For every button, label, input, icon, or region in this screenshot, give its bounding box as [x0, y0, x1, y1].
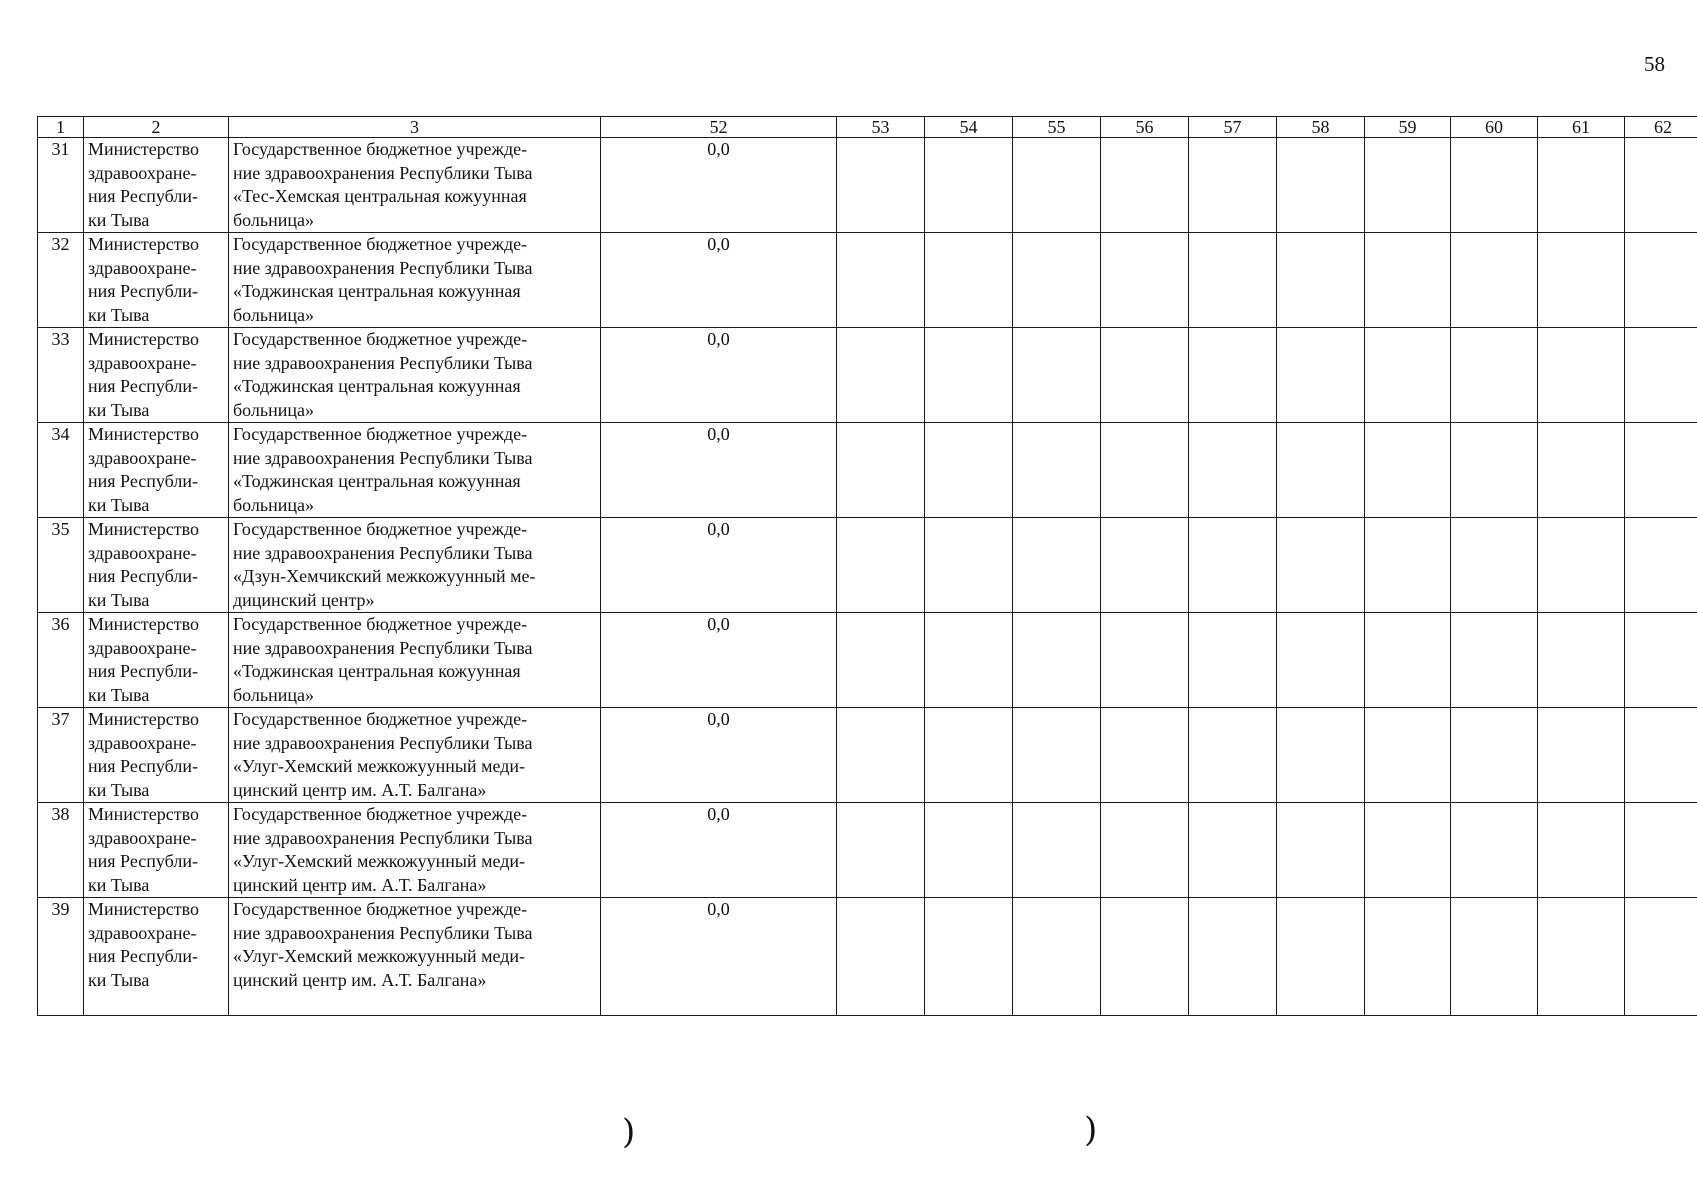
empty-cell	[1189, 233, 1277, 328]
empty-cell	[1451, 233, 1538, 328]
empty-cell	[1101, 613, 1189, 708]
empty-cell	[1277, 803, 1365, 898]
ministry-line: ния Республи-	[88, 566, 198, 586]
institution-line: «Тоджинская центральная кожуунная	[233, 281, 521, 301]
column-header: 62	[1625, 117, 1697, 138]
empty-cell	[1013, 898, 1101, 1016]
institution-line: «Улуг-Хемский межкожуунный меди-	[233, 946, 526, 966]
institution-line: Государственное бюджетное учрежде-	[233, 709, 528, 729]
table-row	[38, 138, 1697, 233]
column-header: 61	[1538, 117, 1625, 138]
table-row	[38, 233, 1697, 328]
value-cell: 0,0	[601, 898, 837, 1016]
value-cell: 0,0	[601, 613, 837, 708]
empty-cell	[1277, 423, 1365, 518]
table-row	[38, 613, 1697, 708]
ministry-line: Министерство	[88, 899, 199, 919]
empty-cell	[1013, 233, 1101, 328]
column-header: 58	[1277, 117, 1365, 138]
ministry-line: ния Республи-	[88, 851, 198, 871]
empty-cell	[1101, 138, 1189, 233]
ministry-line: Министерство	[88, 329, 199, 349]
institution-line: Государственное бюджетное учрежде-	[233, 519, 528, 539]
ministry-line: Министерство	[88, 709, 199, 729]
value-cell: 0,0	[601, 518, 837, 613]
ministry-line: ки Тыва	[88, 494, 150, 515]
empty-cell	[1189, 328, 1277, 423]
empty-cell	[1013, 803, 1101, 898]
institution-cell	[229, 328, 601, 423]
ministry-line: здравоохране-	[88, 637, 197, 658]
header-row	[38, 117, 1697, 138]
empty-cell	[1277, 138, 1365, 233]
empty-cell	[1538, 518, 1625, 613]
empty-cell	[1365, 328, 1451, 423]
column-header: 55	[1013, 117, 1101, 138]
empty-cell	[1365, 708, 1451, 803]
ministry-line: ки Тыва	[88, 399, 150, 420]
ministry-line: Министерство	[88, 804, 199, 824]
ministry-cell	[84, 423, 229, 518]
ministry-line: ки Тыва	[88, 684, 150, 705]
empty-cell	[1451, 518, 1538, 613]
institution-line: Государственное бюджетное учрежде-	[233, 804, 528, 824]
empty-cell	[1625, 233, 1697, 328]
institution-line: «Улуг-Хемский межкожуунный меди-	[233, 756, 526, 776]
empty-cell	[1013, 138, 1101, 233]
empty-cell	[1277, 708, 1365, 803]
page-number: 58	[1644, 52, 1665, 76]
empty-cell	[1277, 898, 1365, 1016]
empty-cell	[1101, 423, 1189, 518]
institution-line: Государственное бюджетное учрежде-	[233, 329, 528, 349]
ministry-line: Министерство	[88, 139, 199, 159]
institution-cell	[229, 138, 601, 233]
empty-cell	[1277, 613, 1365, 708]
table-body	[38, 138, 1697, 1016]
value-cell: 0,0	[601, 423, 837, 518]
institution-line: ние здравоохранения Республики Тыва	[233, 922, 533, 943]
empty-cell	[1101, 803, 1189, 898]
row-number: 32	[38, 233, 84, 328]
empty-cell	[1538, 138, 1625, 233]
table-row	[38, 708, 1697, 803]
institution-cell	[229, 423, 601, 518]
ministry-line: ния Республи-	[88, 471, 198, 491]
empty-cell	[1625, 898, 1697, 1016]
institution-cell	[229, 518, 601, 613]
ministry-line: ния Республи-	[88, 281, 198, 301]
ministry-line: ки Тыва	[88, 874, 150, 895]
institution-line: ние здравоохранения Республики Тыва	[233, 637, 533, 658]
institution-line: цинский центр им. А.Т. Балгана»	[233, 969, 487, 990]
empty-cell	[1101, 898, 1189, 1016]
empty-cell	[1538, 423, 1625, 518]
empty-cell	[1365, 898, 1451, 1016]
empty-cell	[1101, 708, 1189, 803]
institution-line: «Тоджинская центральная кожуунная	[233, 376, 521, 396]
empty-cell	[1189, 423, 1277, 518]
institution-line: ние здравоохранения Республики Тыва	[233, 352, 533, 373]
empty-cell	[925, 138, 1013, 233]
empty-cell	[1625, 423, 1697, 518]
institution-line: ние здравоохранения Республики Тыва	[233, 827, 533, 848]
row-number: 38	[38, 803, 84, 898]
empty-cell	[1451, 328, 1538, 423]
institution-line: цинский центр им. А.Т. Балгана»	[233, 874, 487, 895]
empty-cell	[1013, 708, 1101, 803]
column-header: 60	[1451, 117, 1538, 138]
institution-line: Государственное бюджетное учрежде-	[233, 234, 528, 254]
empty-cell	[1625, 708, 1697, 803]
ministry-line: здравоохране-	[88, 827, 197, 848]
value-cell: 0,0	[601, 138, 837, 233]
ministry-cell	[84, 898, 229, 1016]
ministry-line: здравоохране-	[88, 162, 197, 183]
column-header: 54	[925, 117, 1013, 138]
row-number: 35	[38, 518, 84, 613]
column-header: 3	[229, 117, 601, 138]
empty-cell	[925, 233, 1013, 328]
institution-line: больница»	[233, 494, 314, 515]
institution-line: «Тоджинская центральная кожуунная	[233, 471, 521, 491]
row-number: 31	[38, 138, 84, 233]
empty-cell	[837, 803, 925, 898]
ministry-line: здравоохране-	[88, 447, 197, 468]
value-cell: 0,0	[601, 328, 837, 423]
ministry-line: ния Республи-	[88, 376, 198, 396]
empty-cell	[1365, 423, 1451, 518]
empty-cell	[837, 708, 925, 803]
empty-cell	[1189, 803, 1277, 898]
empty-cell	[1013, 613, 1101, 708]
institution-cell	[229, 613, 601, 708]
ministry-line: ки Тыва	[88, 969, 150, 990]
empty-cell	[1013, 518, 1101, 613]
empty-cell	[1538, 613, 1625, 708]
institution-line: дицинский центр»	[233, 589, 375, 610]
ministry-cell	[84, 328, 229, 423]
institution-line: больница»	[233, 399, 314, 420]
empty-cell	[1538, 233, 1625, 328]
empty-cell	[1538, 708, 1625, 803]
ministry-cell	[84, 613, 229, 708]
ministry-line: Министерство	[88, 519, 199, 539]
empty-cell	[837, 613, 925, 708]
ministry-line: ки Тыва	[88, 779, 150, 800]
ministry-line: Министерство	[88, 614, 199, 634]
ministry-line: ки Тыва	[88, 589, 150, 610]
column-header: 2	[84, 117, 229, 138]
empty-cell	[1365, 518, 1451, 613]
empty-cell	[1365, 613, 1451, 708]
empty-cell	[925, 708, 1013, 803]
empty-cell	[1189, 138, 1277, 233]
table-row	[38, 423, 1697, 518]
row-number: 36	[38, 613, 84, 708]
empty-cell	[1189, 708, 1277, 803]
institution-line: «Улуг-Хемский межкожуунный меди-	[233, 851, 526, 871]
empty-cell	[1451, 803, 1538, 898]
row-number: 34	[38, 423, 84, 518]
empty-cell	[1451, 613, 1538, 708]
empty-cell	[1451, 898, 1538, 1016]
institution-cell	[229, 898, 601, 1016]
empty-cell	[837, 423, 925, 518]
institution-line: «Тоджинская центральная кожуунная	[233, 661, 521, 681]
column-header: 56	[1101, 117, 1189, 138]
institution-line: больница»	[233, 684, 314, 705]
institution-line: больница»	[233, 209, 314, 230]
institution-cell	[229, 233, 601, 328]
table-row	[38, 328, 1697, 423]
row-number: 39	[38, 898, 84, 1016]
ministry-line: ния Республи-	[88, 756, 198, 776]
empty-cell	[837, 328, 925, 423]
empty-cell	[837, 138, 925, 233]
empty-cell	[1277, 328, 1365, 423]
institution-line: цинский центр им. А.Т. Балгана»	[233, 779, 487, 800]
institution-line: ние здравоохранения Республики Тыва	[233, 257, 533, 278]
value-cell: 0,0	[601, 233, 837, 328]
empty-cell	[837, 233, 925, 328]
table-row	[38, 518, 1697, 613]
ministry-cell	[84, 518, 229, 613]
empty-cell	[1365, 233, 1451, 328]
empty-cell	[1101, 328, 1189, 423]
empty-cell	[1101, 233, 1189, 328]
ministry-line: ния Республи-	[88, 946, 198, 966]
empty-cell	[925, 613, 1013, 708]
empty-cell	[1451, 708, 1538, 803]
empty-cell	[1625, 138, 1697, 233]
institution-line: ние здравоохранения Республики Тыва	[233, 732, 533, 753]
column-header: 57	[1189, 117, 1277, 138]
empty-cell	[1365, 803, 1451, 898]
ministry-line: здравоохране-	[88, 257, 197, 278]
empty-cell	[1277, 233, 1365, 328]
empty-cell	[1538, 328, 1625, 423]
ministry-line: здравоохране-	[88, 352, 197, 373]
ministry-line: Министерство	[88, 424, 199, 444]
ministry-line: здравоохране-	[88, 542, 197, 563]
institution-line: ние здравоохранения Республики Тыва	[233, 162, 533, 183]
empty-cell	[1451, 138, 1538, 233]
table-row	[38, 803, 1697, 898]
empty-cell	[925, 423, 1013, 518]
institution-line: Государственное бюджетное учрежде-	[233, 139, 528, 159]
value-cell: 0,0	[601, 708, 837, 803]
empty-cell	[1451, 423, 1538, 518]
institution-line: ние здравоохранения Республики Тыва	[233, 447, 533, 468]
empty-cell	[1365, 138, 1451, 233]
empty-cell	[1538, 898, 1625, 1016]
column-header: 53	[837, 117, 925, 138]
ministry-cell	[84, 708, 229, 803]
value-cell: 0,0	[601, 803, 837, 898]
empty-cell	[837, 518, 925, 613]
table-row	[38, 898, 1697, 1016]
empty-cell	[925, 898, 1013, 1016]
institution-cell	[229, 803, 601, 898]
empty-cell	[1625, 518, 1697, 613]
institution-line: «Тес-Хемская центральная кожуунная	[233, 186, 527, 206]
ministry-cell	[84, 233, 229, 328]
institution-line: Государственное бюджетное учрежде-	[233, 424, 528, 444]
data-table	[37, 116, 1697, 1016]
ministry-line: здравоохране-	[88, 922, 197, 943]
footer-mark: )	[1084, 1110, 1098, 1150]
empty-cell	[1013, 328, 1101, 423]
empty-cell	[1189, 518, 1277, 613]
institution-line: больница»	[233, 304, 314, 325]
empty-cell	[1101, 518, 1189, 613]
ministry-cell	[84, 138, 229, 233]
institution-line: Государственное бюджетное учрежде-	[233, 899, 528, 919]
empty-cell	[1013, 423, 1101, 518]
footer-mark: )	[622, 1112, 636, 1152]
row-number: 37	[38, 708, 84, 803]
empty-cell	[925, 518, 1013, 613]
empty-cell	[925, 803, 1013, 898]
empty-cell	[1625, 328, 1697, 423]
empty-cell	[1625, 803, 1697, 898]
institution-line: ние здравоохранения Республики Тыва	[233, 542, 533, 563]
ministry-line: ки Тыва	[88, 304, 150, 325]
institution-cell	[229, 708, 601, 803]
ministry-line: ки Тыва	[88, 209, 150, 230]
empty-cell	[837, 898, 925, 1016]
empty-cell	[1189, 898, 1277, 1016]
institution-line: «Дзун-Хемчикский межкожуунный ме-	[233, 566, 536, 586]
empty-cell	[925, 328, 1013, 423]
empty-cell	[1538, 803, 1625, 898]
ministry-line: здравоохране-	[88, 732, 197, 753]
empty-cell	[1277, 518, 1365, 613]
ministry-line: ния Республи-	[88, 186, 198, 206]
column-header: 1	[38, 117, 84, 138]
column-header: 59	[1365, 117, 1451, 138]
institution-line: Государственное бюджетное учрежде-	[233, 614, 528, 634]
row-number: 33	[38, 328, 84, 423]
ministry-cell	[84, 803, 229, 898]
column-header: 52	[601, 117, 837, 138]
empty-cell	[1625, 613, 1697, 708]
empty-cell	[1189, 613, 1277, 708]
ministry-line: ния Республи-	[88, 661, 198, 681]
ministry-line: Министерство	[88, 234, 199, 254]
